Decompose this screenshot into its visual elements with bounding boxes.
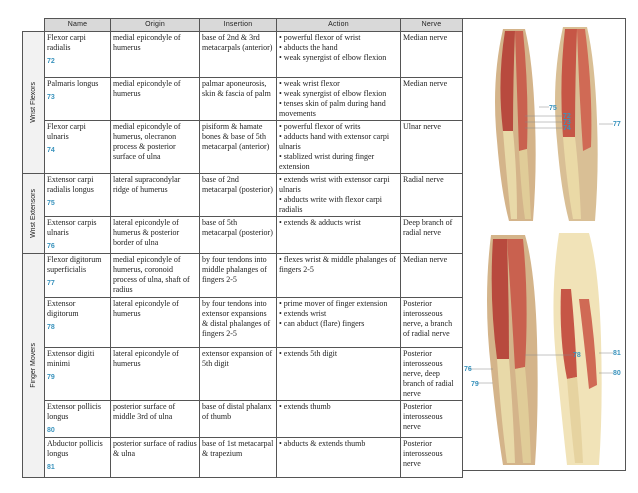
action-cell — [277, 298, 401, 348]
muscle-name: Flexor digitorum superficialis — [47, 255, 102, 274]
muscle-name: Extensor carpis ulnaris — [47, 218, 97, 237]
muscle-name-cell — [45, 32, 111, 78]
nerve-cell: Ulnar nerve — [401, 121, 463, 174]
muscle-number: 78 — [47, 324, 55, 331]
table-row — [23, 121, 463, 174]
muscle-number: 75 — [47, 200, 55, 207]
action-item: • powerful flexor of writs — [279, 122, 361, 131]
action-item: • adducts hand with extensor carpi ulnaris — [279, 132, 390, 151]
action-item: • prime mover of finger extension — [279, 299, 388, 308]
table-row — [23, 78, 463, 121]
insertion-cell: base of distal phalanx of thumb — [200, 401, 277, 438]
insertion-cell: base of 2nd metacarpal (posterior) — [200, 174, 277, 217]
muscle-name-cell — [45, 78, 111, 121]
nerve-cell: Posterior interosseous nerve, a branch of radial nerve — [401, 298, 463, 348]
insertion-cell: palmar aponeurosis, skin & fascia of palm — [200, 78, 277, 121]
muscle-reference-sheet — [22, 18, 626, 471]
action-cell — [277, 78, 401, 121]
figure-label-75: 75 — [549, 105, 557, 112]
insertion-cell: by four tendons into middle phalanges of fingers 2-5 — [200, 254, 277, 298]
action-cell — [277, 438, 401, 478]
figure-label-79: 79 — [471, 381, 479, 388]
action-cell — [277, 254, 401, 298]
table-row — [23, 174, 463, 217]
action-item: • abducts write with flexor carpi radialis — [279, 195, 382, 214]
insertion-cell: extensor expansion of 5th digit — [200, 348, 277, 401]
muscle-table — [22, 18, 463, 478]
action-item: • extends wrist — [279, 309, 327, 318]
action-cell — [277, 348, 401, 401]
action-cell — [277, 217, 401, 254]
insertion-cell: base of 5th metacarpal (posterior) — [200, 217, 277, 254]
action-item: • extends 5th digit — [279, 349, 338, 358]
muscle-name-cell — [45, 348, 111, 401]
action-item: • weak synergist of elbow flexion — [279, 89, 387, 98]
nerve-cell: Deep branch of radial nerve — [401, 217, 463, 254]
header-spacer — [23, 19, 45, 32]
group-label-wrist-extensors — [23, 174, 45, 254]
origin-cell: medial epicondyle of humerus, olecranon process & posterior surface of ulna — [111, 121, 200, 174]
action-item: • abducts the hand — [279, 43, 338, 52]
action-item: • extends wrist with extensor carpi ulnaris — [279, 175, 390, 194]
action-item: • tenses skin of palm during hand movements — [279, 99, 386, 118]
muscle-number: 77 — [47, 280, 55, 287]
origin-cell: lateral supracondylar ridge of humerus — [111, 174, 200, 217]
posterior-forearm-figure — [463, 229, 625, 469]
muscle-name-cell — [45, 298, 111, 348]
insertion-cell: pisiform & hamate bones & base of 5th metacarpal (anterior) — [200, 121, 277, 174]
table-row — [23, 32, 463, 78]
figure-label-72: 72 — [563, 113, 571, 120]
table-header-row — [23, 19, 463, 32]
muscle-number: 74 — [47, 147, 55, 154]
origin-cell: medial epicondyle of humerus — [111, 32, 200, 78]
action-item: • powerful flexor of wrist — [279, 33, 361, 42]
muscle-number: 81 — [47, 464, 55, 471]
muscle-name: Flexor carpi radialis — [47, 33, 86, 52]
muscle-number: 72 — [47, 58, 55, 65]
nerve-cell: Posterior interosseous nerve — [401, 438, 463, 478]
table-row — [23, 438, 463, 478]
origin-cell: posterior surface of radius & ulna — [111, 438, 200, 478]
action-cell — [277, 32, 401, 78]
group-label-text: Wrist Extensors — [29, 189, 37, 238]
figure-label-73: 73 — [563, 119, 571, 126]
muscle-name: Extensor digiti minimi — [47, 349, 95, 368]
action-cell — [277, 401, 401, 438]
header-name: Name — [45, 19, 111, 32]
nerve-cell: Median nerve — [401, 32, 463, 78]
muscle-name-cell — [45, 254, 111, 298]
action-cell — [277, 121, 401, 174]
nerve-cell: Radial nerve — [401, 174, 463, 217]
header-origin: Origin — [111, 19, 200, 32]
anterior-forearm-figure — [463, 21, 625, 226]
muscle-name: Extensor carpi radialis longus — [47, 175, 94, 194]
insertion-cell: base of 2nd & 3rd metacarpals (anterior) — [200, 32, 277, 78]
muscle-name: Flexor carpi ulnaris — [47, 122, 86, 141]
muscle-name: Extensor pollicis longus — [47, 402, 101, 421]
figure-label-80: 80 — [613, 370, 621, 377]
origin-cell: lateral epicondyle of humerus — [111, 298, 200, 348]
table-row — [23, 217, 463, 254]
figure-label-74: 74 — [563, 125, 571, 132]
anatomy-figure-panel — [462, 18, 626, 471]
muscle-name: Palmaris longus — [47, 79, 99, 88]
muscle-number: 80 — [47, 427, 55, 434]
nerve-cell: Posterior interosseous nerve — [401, 401, 463, 438]
header-action: Action — [277, 19, 401, 32]
origin-cell: medial epicondyle of humerus, coronoid process of ulna, shaft of radius — [111, 254, 200, 298]
muscle-name-cell — [45, 401, 111, 438]
origin-cell: posterior surface of middle 3rd of ulna — [111, 401, 200, 438]
action-item: • weak synergist of elbow flexion — [279, 53, 387, 62]
muscle-name-cell — [45, 438, 111, 478]
muscle-name: Abductor pollicis longus — [47, 439, 103, 458]
group-label-text: Finger Movers — [29, 343, 37, 388]
nerve-cell: Posterior interosseous nerve, deep branch of radial nerve — [401, 348, 463, 401]
table-row — [23, 401, 463, 438]
figure-label-81: 81 — [613, 350, 621, 357]
nerve-cell: Median nerve — [401, 254, 463, 298]
action-item: • can abduct (flare) fingers — [279, 319, 365, 328]
header-insertion: Insertion — [200, 19, 277, 32]
muscle-number: 73 — [47, 94, 55, 101]
insertion-cell: by four tendons into extensor expansions & distal phalanges of fingers 2-5 — [200, 298, 277, 348]
table-row — [23, 298, 463, 348]
origin-cell: medial epicondyle of humerus — [111, 78, 200, 121]
figure-label-78: 78 — [573, 352, 581, 359]
muscle-number: 79 — [47, 374, 55, 381]
group-label-finger-movers — [23, 254, 45, 478]
header-nerve: Nerve — [401, 19, 463, 32]
nerve-cell: Median nerve — [401, 78, 463, 121]
muscle-name-cell — [45, 174, 111, 217]
figure-label-76: 76 — [464, 366, 472, 373]
insertion-cell: base of 1st metacarpal & trapezium — [200, 438, 277, 478]
origin-cell: lateral epicondyle of humerus & posterior border of ulna — [111, 217, 200, 254]
action-item: • stablized wrist during finger extension — [279, 152, 375, 171]
action-item: • extends thumb — [279, 402, 331, 411]
muscle-name-cell — [45, 217, 111, 254]
action-cell — [277, 174, 401, 217]
figure-label-77: 77 — [613, 121, 621, 128]
muscle-name: Extensor digitorum — [47, 299, 79, 318]
group-label-wrist-flexors — [23, 32, 45, 174]
action-item: • extends & adducts wrist — [279, 218, 361, 227]
table-row — [23, 254, 463, 298]
table-row — [23, 348, 463, 401]
action-item: • flexes wrist & middle phalanges of fingers 2-5 — [279, 255, 396, 274]
action-item: • abducts & extends thumb — [279, 439, 366, 448]
group-label-text: Wrist Flexors — [29, 82, 37, 123]
muscle-number: 76 — [47, 243, 55, 250]
action-item: • weak wrist flexor — [279, 79, 340, 88]
origin-cell: lateral epicondyle of humerus — [111, 348, 200, 401]
muscle-name-cell — [45, 121, 111, 174]
